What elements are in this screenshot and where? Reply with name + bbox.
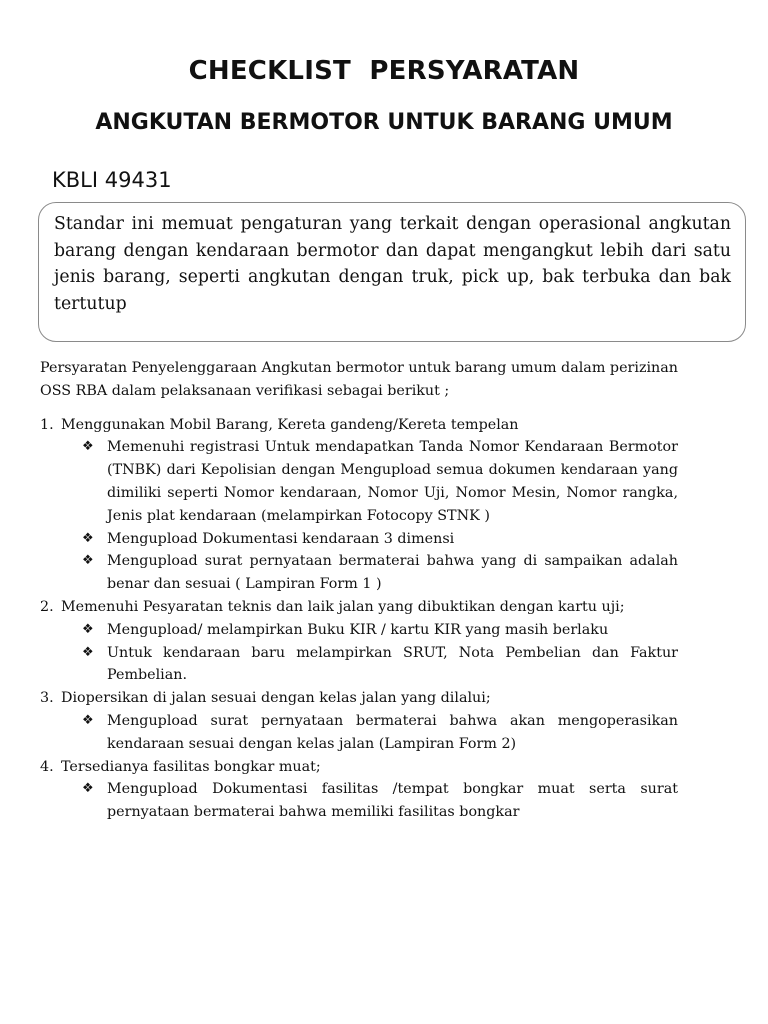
diamond-bullet-icon: ❖ (82, 553, 94, 569)
bullet-text: Mengupload surat pernyataan bermaterai bahwa akan mengoperasikan kendaraan sesuai dengan kelas jalan (Lampiran Form 2) (107, 712, 678, 752)
page-subtitle: ANGKUTAN BERMOTOR UNTUK BARANG UMUM (95, 110, 673, 135)
requirement-bullet (82, 436, 678, 527)
item-number: 2. (40, 598, 54, 615)
bullet-text: Mengupload Dokumentasi fasilitas /tempat bongkar muat serta surat pernyataan bermaterai bahwa memiliki fasilitas bongkar (107, 781, 678, 821)
diamond-bullet-icon: ❖ (82, 530, 94, 546)
page-title: CHECKLIST PERSYARATAN (188, 56, 580, 86)
requirement-item-3 (40, 687, 678, 710)
requirement-bullet (82, 550, 678, 596)
requirement-item-1 (40, 414, 678, 437)
item-text: Menggunakan Mobil Barang, Kereta gandeng/Kereta tempelan (61, 416, 519, 433)
requirement-bullet (82, 619, 678, 642)
bullet-text: Mengupload/ melampirkan Buku KIR / kartu KIR yang masih berlaku (107, 621, 609, 638)
bullet-text: Mengupload Dokumentasi kendaraan 3 dimensi (107, 530, 455, 547)
standard-description-box (38, 202, 746, 342)
diamond-bullet-icon: ❖ (82, 439, 94, 455)
diamond-bullet-icon: ❖ (82, 781, 94, 797)
diamond-bullet-icon: ❖ (82, 644, 94, 660)
bullet-text: Memenuhi registrasi Untuk mendapatkan Tanda Nomor Kendaraan Bermotor (TNBK) dari Kepolisian dengan Mengupload semua dokumen kendaraan yang dimiliki seperti Nomor kendaraan, Nomor Uji, Nomor Mesin, Nomor rangka, Jenis plat kendaraan (melampirkan Fotocopy STNK ) (107, 439, 678, 524)
requirement-item-2 (40, 596, 678, 619)
requirement-bullet (82, 642, 678, 688)
standard-description-text: Standar ini memuat pengaturan yang terkait dengan operasional angkutan barang dengan kendaraan bermotor dan dapat mengangkut lebih dari satu jenis barang, seperti angkutan dengan truk, pick up, bak terbuka dan bak tertutup (54, 214, 731, 314)
requirement-bullet (82, 710, 678, 756)
requirement-bullet (82, 528, 678, 551)
item-number: 1. (40, 416, 54, 433)
item-text: Memenuhi Pesyaratan teknis dan laik jalan yang dibuktikan dengan kartu uji; (61, 598, 625, 615)
kbli-code: KBLI 49431 (52, 168, 172, 192)
requirements-section (40, 357, 678, 824)
diamond-bullet-icon: ❖ (82, 621, 94, 637)
bullet-text: Untuk kendaraan baru melampirkan SRUT, Nota Pembelian dan Faktur Pembelian. (107, 644, 678, 684)
bullet-text: Mengupload surat pernyataan bermaterai bahwa yang di sampaikan adalah benar dan sesuai ( Lampiran Form 1 ) (107, 553, 678, 593)
diamond-bullet-icon: ❖ (82, 712, 94, 728)
requirements-intro: Persyaratan Penyelenggaraan Angkutan bermotor untuk barang umum dalam perizinan OSS RBA dalam pelaksanaan verifikasi sebagai berikut ; (40, 360, 678, 399)
item-text: Diopersikan di jalan sesuai dengan kelas jalan yang dilalui; (61, 690, 491, 707)
item-number: 4. (40, 758, 54, 775)
requirement-item-4 (40, 756, 678, 779)
requirement-bullet (82, 778, 678, 824)
item-text: Tersedianya fasilitas bongkar muat; (61, 758, 321, 775)
item-number: 3. (40, 690, 54, 707)
